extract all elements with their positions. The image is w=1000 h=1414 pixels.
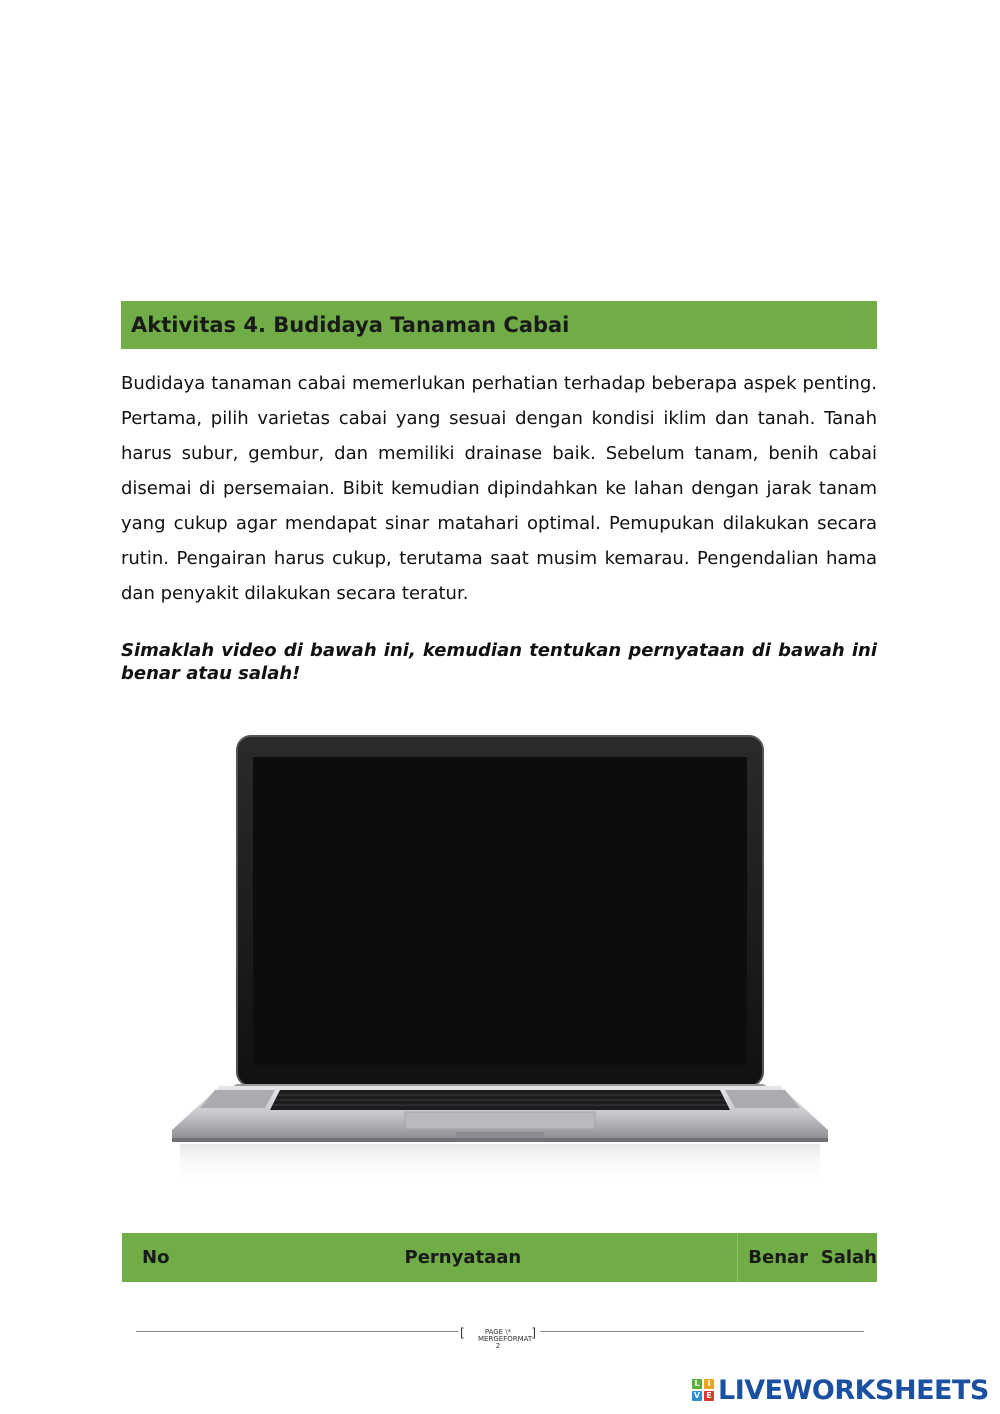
section-title: Aktivitas 4. Budidaya Tanaman Cabai <box>131 313 570 337</box>
brace-left-icon: [ <box>460 1326 465 1340</box>
intro-paragraph: Budidaya tanaman cabai memerlukan perhatian terhadap beberapa aspek penting. Pertama, pilih varietas cabai yang sesuai dengan kondisi iklim dan tanah. Tanah harus subur, gembur, dan memiliki drainase baik. Sebelum tanam, benih cabai disemai di persemaian. Bibit kemudian dipindahkan ke lahan dengan jarak tanam yang cukup agar mendapat sinar matahari optimal. Pemupukan dilakukan secara rutin. Pengairan harus cukup, terutama saat musim kemarau. Pengendalian hama dan penyakit dilakukan secara teratur. <box>121 373 877 604</box>
statement-table-header <box>122 1233 877 1282</box>
instruction-text: Simaklah video di bawah ini, kemudian tentukan pernyataan di bawah ini benar atau salah! <box>121 640 877 684</box>
brace-right-icon: ] <box>531 1326 536 1340</box>
column-header-false: Salah <box>820 1247 877 1268</box>
laptop-icon <box>160 730 840 1190</box>
video-player-frame[interactable] <box>160 730 840 1194</box>
column-header-true: Benar <box>748 1247 809 1268</box>
footer-divider-right <box>540 1331 864 1332</box>
liveworksheets-logo <box>692 1374 989 1406</box>
liveworksheets-logo-icon: L I V E <box>692 1379 714 1401</box>
section-heading-bar <box>121 301 877 349</box>
page-field-code: PAGE \* MERGEFORMAT 2 <box>478 1328 533 1350</box>
liveworksheets-logo-text: LIVEWORKSHEETS <box>718 1374 989 1406</box>
column-header-no: No <box>142 1247 170 1268</box>
footer-divider-left <box>136 1331 458 1332</box>
page-number-field <box>460 1327 536 1367</box>
column-header-statement: Pernyataan <box>189 1233 737 1282</box>
